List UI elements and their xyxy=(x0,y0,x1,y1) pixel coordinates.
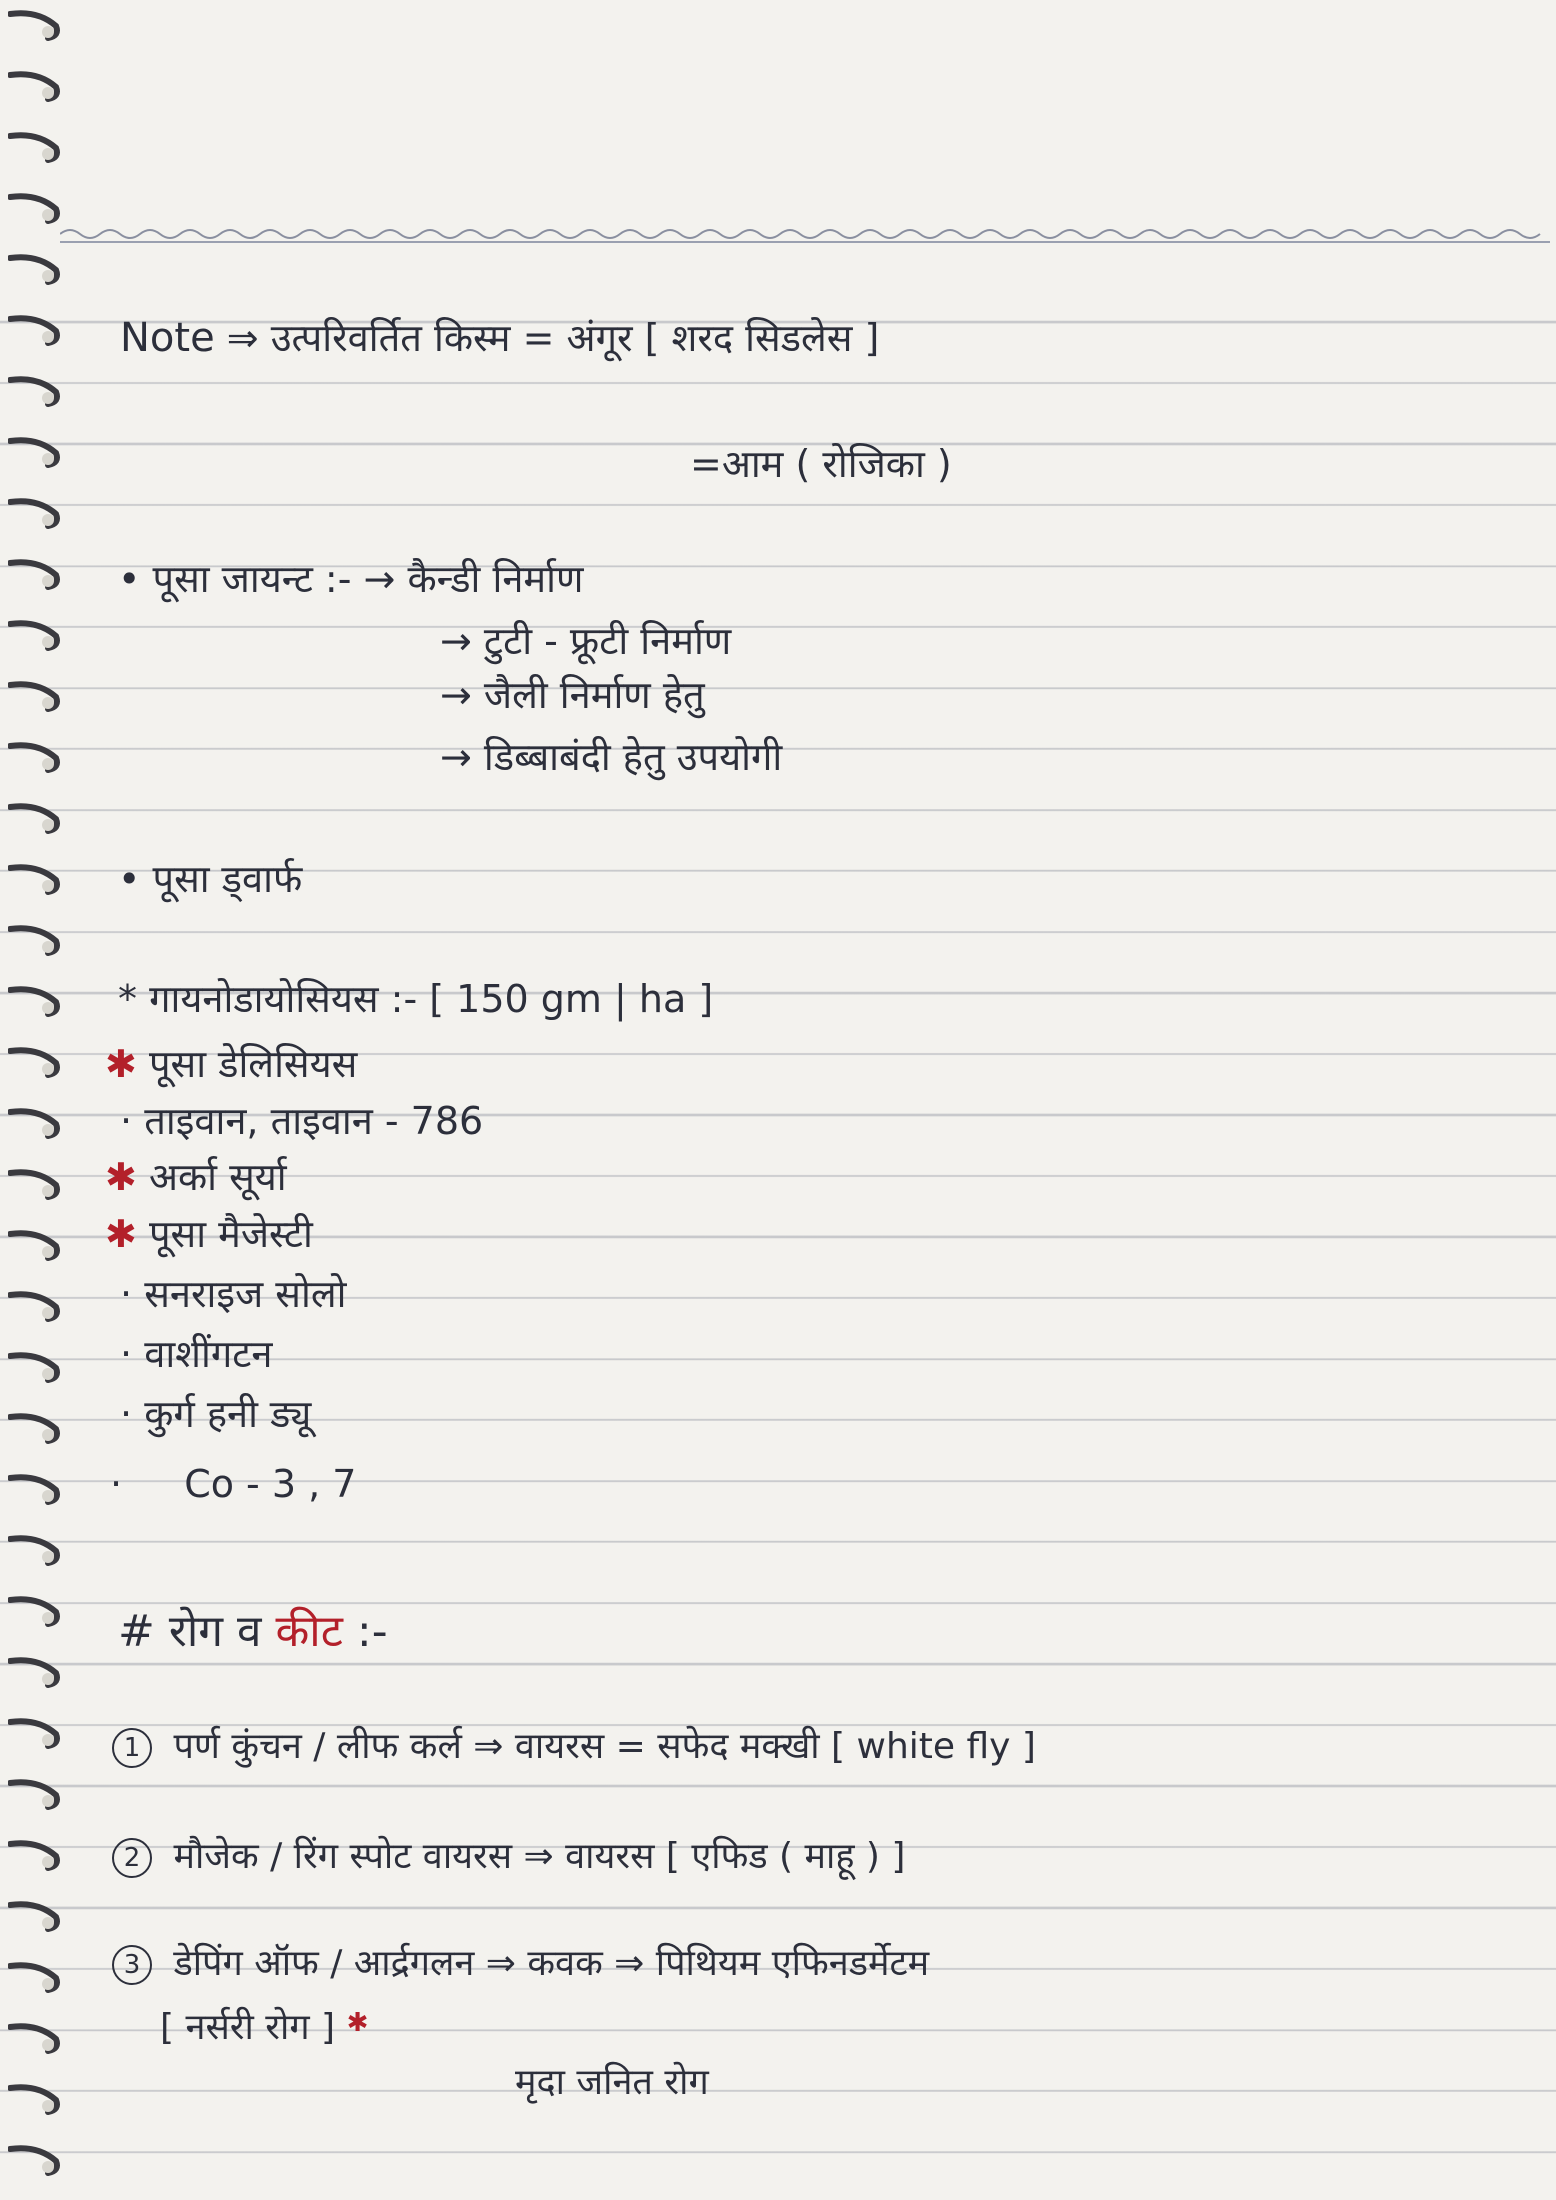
soil-borne-note: मृदा जनित रोग xyxy=(515,2062,709,2103)
spiral-coil xyxy=(8,2021,62,2055)
variety-item xyxy=(120,1392,312,1436)
pusa-dwarf: • पूसा ड्वार्फ xyxy=(118,857,303,901)
note-line-1 xyxy=(120,315,880,361)
spiral-coil xyxy=(8,801,62,835)
number-badge: 1 xyxy=(112,1728,152,1768)
spiral-coil xyxy=(8,862,62,896)
variety-label: कुर्ग हनी ड्यू xyxy=(144,1392,312,1436)
spiral-coil xyxy=(8,1167,62,1201)
bullet-icon: · xyxy=(120,1099,133,1143)
spiral-coil xyxy=(8,496,62,530)
spiral-coil xyxy=(8,984,62,1018)
spiral-coil xyxy=(8,1045,62,1079)
star-mark-icon: ✱ xyxy=(105,1155,137,1199)
spiral-coil xyxy=(8,1777,62,1811)
spiral-coil xyxy=(8,1289,62,1323)
spiral-coil xyxy=(8,1594,62,1628)
variety-item xyxy=(110,1462,357,1506)
spiral-coil xyxy=(8,557,62,591)
spiral-coil xyxy=(8,1106,62,1140)
hash-mark: # xyxy=(118,1606,155,1657)
spiral-coil xyxy=(8,191,62,225)
spiral-coil xyxy=(8,1350,62,1384)
spiral-coil xyxy=(8,374,62,408)
variety-item xyxy=(105,1155,287,1199)
spiral-coil xyxy=(8,1655,62,1689)
disease-text: डेपिंग ऑफ / आर्द्रगलन ⇒ कवक ⇒ पिथियम एफिनडर्मेटम xyxy=(173,1943,930,1984)
spiral-coil xyxy=(8,1899,62,1933)
pusa-giant-title: • पूसा जायन्ट :- → कैन्डी निर्माण xyxy=(118,557,584,601)
variety-label: पूसा डेलिसियस xyxy=(148,1042,358,1086)
variety-item xyxy=(120,1272,347,1316)
gynodioecious-line: * गायनोडायोसियस :- [ 150 gm | ha ] xyxy=(118,977,714,1021)
spiral-coil xyxy=(8,435,62,469)
number-badge: 3 xyxy=(112,1945,152,1985)
spiral-coil xyxy=(8,252,62,286)
spiral-coil xyxy=(8,69,62,103)
variety-item xyxy=(105,1042,358,1086)
variety-label: ताइवान, ताइवान - 786 xyxy=(144,1099,484,1143)
bullet-icon: · xyxy=(110,1462,123,1506)
disease-heading-b: कीट xyxy=(275,1606,343,1657)
variety-label: अर्का सूर्या xyxy=(148,1155,287,1199)
disease-heading-tail: :- xyxy=(356,1606,388,1657)
variety-label: पूसा मैजेस्टी xyxy=(148,1212,313,1256)
spiral-coil xyxy=(8,740,62,774)
variety-label: सनराइज सोलो xyxy=(144,1272,347,1316)
pusa-giant-use-1: → टुटी - फ्रूटी निर्माण xyxy=(440,619,732,663)
variety-item xyxy=(105,1212,313,1256)
pusa-giant-use-3: → डिब्बाबंदी हेतु उपयोगी xyxy=(440,735,783,779)
pusa-giant-use-2: → जैली निर्माण हेतु xyxy=(440,673,705,717)
spiral-coil xyxy=(8,618,62,652)
spiral-coil xyxy=(8,1838,62,1872)
disease-text: मौजेक / रिंग स्पोट वायरस ⇒ वायरस [ एफिड ( माहू ) ] xyxy=(173,1836,906,1877)
nursery-label: [ नर्सरी रोग ] xyxy=(160,2007,336,2048)
spiral-binding xyxy=(0,0,80,2200)
bullet-icon: · xyxy=(120,1272,133,1316)
spiral-coil xyxy=(8,130,62,164)
spiral-coil xyxy=(8,1533,62,1567)
bullet-icon: · xyxy=(120,1392,133,1436)
spiral-coil xyxy=(8,1716,62,1750)
note-line-2: =आम ( रोजिका ) xyxy=(690,442,952,486)
spiral-coil xyxy=(8,1411,62,1445)
wavy-header-rule xyxy=(60,212,1550,252)
spiral-coil xyxy=(8,679,62,713)
note-text-1: उत्परिवर्तित किस्म = अंगूर [ शरद सिडलेस ] xyxy=(270,316,880,360)
spiral-coil xyxy=(8,313,62,347)
star-mark-icon: ✱ xyxy=(346,2008,369,2038)
number-badge: 2 xyxy=(112,1838,152,1878)
disease-heading xyxy=(118,1606,388,1657)
note-label: Note xyxy=(120,315,215,361)
disease-item xyxy=(112,1945,929,1985)
spiral-coil xyxy=(8,8,62,42)
variety-label: Co - 3 , 7 xyxy=(184,1462,357,1506)
bullet-icon: · xyxy=(120,1332,133,1376)
spiral-coil xyxy=(8,923,62,957)
disease-text: पर्ण कुंचन / लीफ कर्ल ⇒ वायरस = सफेद मक्खी [ white fly ] xyxy=(173,1726,1036,1767)
spiral-coil xyxy=(8,2143,62,2177)
star-mark-icon: ✱ xyxy=(105,1212,137,1256)
nursery-note xyxy=(160,2007,369,2048)
variety-label: वाशींगटन xyxy=(144,1332,273,1376)
spiral-coil xyxy=(8,1228,62,1262)
spiral-coil xyxy=(8,1472,62,1506)
variety-item xyxy=(120,1099,484,1143)
spiral-coil xyxy=(8,2082,62,2116)
disease-item xyxy=(112,1728,1036,1768)
note-arrow: ⇒ xyxy=(226,316,259,360)
disease-item xyxy=(112,1838,905,1878)
variety-item xyxy=(120,1332,273,1376)
spiral-coil xyxy=(8,1960,62,1994)
star-mark-icon: ✱ xyxy=(105,1042,137,1086)
disease-heading-a: रोग व xyxy=(168,1606,262,1657)
